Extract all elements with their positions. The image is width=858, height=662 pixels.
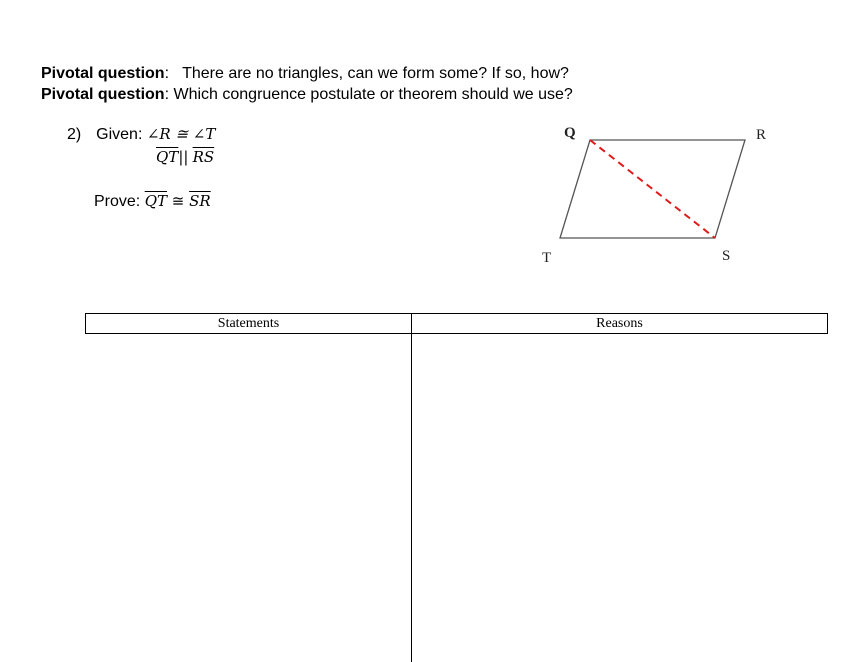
proof-table bbox=[85, 313, 828, 662]
prove-block bbox=[94, 192, 211, 211]
vertex-label-q: Q bbox=[564, 125, 576, 141]
given-angles: ∠R ≅ ∠T bbox=[146, 125, 216, 143]
given-label: Given: bbox=[96, 126, 143, 143]
pivotal-text: There are no triangles, can we form some? If so, how? bbox=[182, 65, 569, 82]
pivotal-text: Which congruence postulate or theorem should we use? bbox=[173, 86, 573, 103]
diagonal-qs bbox=[590, 140, 715, 238]
given-block bbox=[67, 125, 215, 144]
congruent-symbol: ≅ bbox=[167, 192, 190, 210]
pivotal-sep: : bbox=[164, 65, 183, 82]
pivotal-question-2 bbox=[41, 86, 573, 104]
segment-qt: $\overline{QT}$ bbox=[156, 148, 179, 166]
segment-rs: $\overline{RS}$ bbox=[192, 148, 215, 166]
prove-label: Prove: bbox=[94, 193, 141, 210]
given-parallel bbox=[156, 148, 214, 166]
header-reasons: Reasons bbox=[596, 316, 643, 331]
parallel-symbol: || bbox=[178, 148, 189, 166]
segment-sr: $\overline{SR}$ bbox=[189, 192, 211, 210]
parallelogram bbox=[560, 140, 745, 238]
problem-number: 2) bbox=[67, 126, 82, 143]
pivotal-question-1 bbox=[41, 65, 569, 83]
header-statements: Statements bbox=[86, 314, 412, 333]
pivotal-sep: : bbox=[164, 86, 174, 103]
pivotal-label: Pivotal question bbox=[41, 86, 165, 103]
column-divider bbox=[411, 333, 412, 662]
vertex-label-s: S bbox=[722, 248, 731, 264]
table-header bbox=[85, 313, 828, 334]
vertex-label-t: T bbox=[542, 250, 552, 266]
vertex-label-r: R bbox=[756, 127, 767, 143]
parallelogram-diagram bbox=[535, 118, 785, 273]
pivotal-label: Pivotal question bbox=[41, 65, 165, 82]
segment-qt: $\overline{QT}$ bbox=[144, 192, 168, 210]
